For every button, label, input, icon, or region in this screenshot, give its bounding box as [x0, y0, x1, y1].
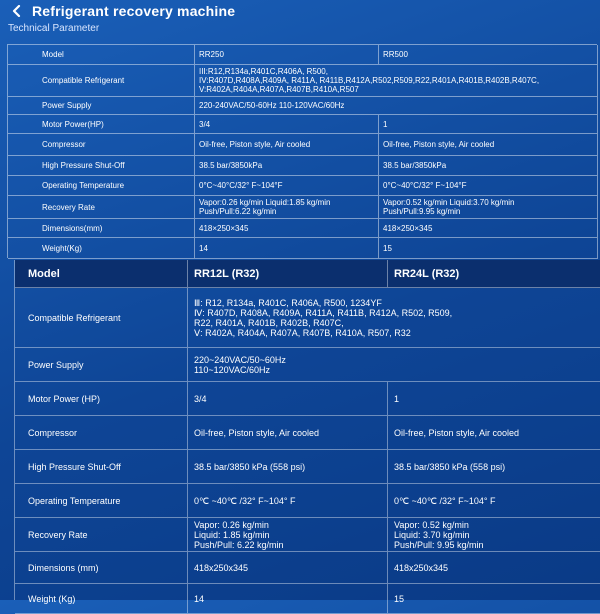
cell-value: 0°C~40°C/32° F~104°F	[195, 176, 379, 196]
cell-value: 15	[388, 584, 600, 614]
cell-value: 38.5 bar/3850kPa	[195, 156, 379, 176]
cell-value: 0℃ ~40℃ /32° F~104° F	[388, 484, 600, 518]
page-title: Refrigerant recovery machine	[32, 3, 236, 19]
spec-table-rr12l-rr24l	[14, 260, 600, 604]
cell-value: Vapor: 0.26 kg/min Liquid: 1.85 kg/min Push/Pull: 6.22 kg/min	[188, 518, 388, 552]
row-label: Motor Power(HP)	[8, 115, 195, 134]
row-label: Operating Temperature	[15, 484, 188, 518]
cell-value: 3/4	[195, 115, 379, 134]
cell-value: Oil-free, Piston style, Air cooled	[188, 416, 388, 450]
model-header-label: Model	[15, 260, 188, 288]
cell-value: 1	[379, 115, 598, 134]
row-label: Compatible Refrigerant	[8, 65, 195, 97]
row-label: High Pressure Shut-Off	[15, 450, 188, 484]
cell-value: Vapor:0.52 kg/min Liquid:3.70 kg/min Push/Pull:9.95 kg/min	[379, 196, 598, 219]
row-label: Operating Temperature	[8, 176, 195, 196]
cell-value: Oil-free, Piston style, Air cooled	[379, 134, 598, 156]
row-label: Weight(Kg)	[8, 238, 195, 259]
compatible-refrigerant-value: Ⅲ: R12, R134a, R401C, R406A, R500, 1234YF Ⅳ: R407D, R408A, R409A, R411A, R411B, R412A, R502, R509, R22, R401A, R401B, R402B, R407C, Ⅴ: R402A, R404A, R407A, R407B, R410A, R507, R32	[188, 288, 600, 348]
model-header-label: Model	[8, 45, 195, 65]
cell-value: Oil-free, Piston style, Air cooled	[195, 134, 379, 156]
cell-value: 0°C~40°C/32° F~104°F	[379, 176, 598, 196]
row-label: Recovery Rate	[8, 196, 195, 219]
spec-table-rr250-rr500	[7, 44, 597, 258]
cell-value: 1	[388, 382, 600, 416]
row-label: Compressor	[8, 134, 195, 156]
row-label: Recovery Rate	[15, 518, 188, 552]
cell-value: Vapor: 0.52 kg/min Liquid: 3.70 kg/min Push/Pull: 9.95 kg/min	[388, 518, 600, 552]
section-subtitle: Technical Parameter	[8, 23, 100, 34]
model-name-rr500: RR500	[379, 45, 598, 65]
cell-value: Oil-free, Piston style, Air cooled	[388, 416, 600, 450]
cell-value: 418x250x345	[188, 552, 388, 584]
row-label: Compatible Refrigerant	[15, 288, 188, 348]
row-label: Compressor	[15, 416, 188, 450]
cell-value: 38.5 bar/3850 kPa (558 psi)	[188, 450, 388, 484]
row-label: Power Supply	[8, 97, 195, 115]
row-label: Motor Power (HP)	[15, 382, 188, 416]
cell-value: 14	[195, 238, 379, 259]
cell-value: Vapor:0.26 kg/min Liquid:1.85 kg/min Push/Pull:6.22 kg/min	[195, 196, 379, 219]
cell-value: 418×250×345	[379, 219, 598, 238]
power-supply-value: 220-240VAC/50-60Hz 110-120VAC/60Hz	[195, 97, 598, 115]
model-name-rr250: RR250	[195, 45, 379, 65]
model-name-rr12l: RR12L (R32)	[188, 260, 388, 288]
cell-value: 38.5 bar/3850 kPa (558 psi)	[388, 450, 600, 484]
row-label: Weight (Kg)	[15, 584, 188, 614]
row-label: High Pressure Shut-Off	[8, 156, 195, 176]
cell-value: 418x250x345	[388, 552, 600, 584]
back-arrow-icon[interactable]	[10, 4, 24, 18]
row-label: Power Supply	[15, 348, 188, 382]
cell-value: 418×250×345	[195, 219, 379, 238]
cell-value: 3/4	[188, 382, 388, 416]
cell-value: 15	[379, 238, 598, 259]
cell-value: 14	[188, 584, 388, 614]
compatible-refrigerant-value: III:R12,R134a,R401C,R406A, R500, IV:R407D,R408A,R409A, R411A, R411B,R412A,R502,R509,R22,R401A,R401B,R402B,R407C, V:R402A,R404A,R407A,R407B,R410A,R507	[195, 65, 598, 97]
cell-value: 38.5 bar/3850kPa	[379, 156, 598, 176]
page-header	[0, 0, 600, 22]
model-name-rr24l: RR24L (R32)	[388, 260, 600, 288]
row-label: Dimensions(mm)	[8, 219, 195, 238]
row-label: Dimensions (mm)	[15, 552, 188, 584]
cell-value: 0℃ ~40℃ /32° F~104° F	[188, 484, 388, 518]
power-supply-value: 220~240VAC/50~60Hz 110~120VAC/60Hz	[188, 348, 600, 382]
